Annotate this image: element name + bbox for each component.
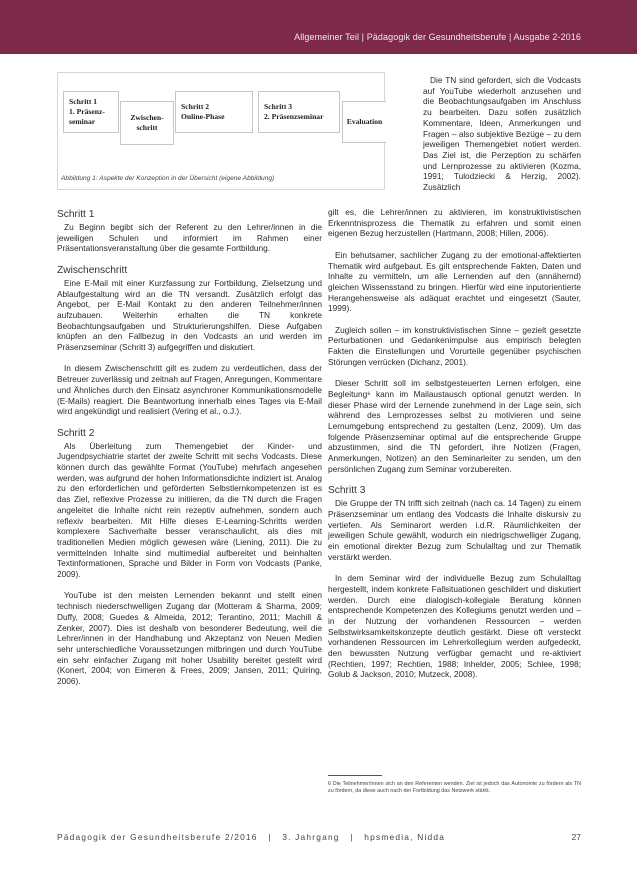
figure-box-text: Evaluation xyxy=(346,117,383,127)
footer-volume: 3. Jahrgang xyxy=(282,832,340,842)
paragraph: YouTube ist den meisten Lernenden bekannt und stellt einen technisch niederschwelligen Zugang dar (Motteram & Sharma, 2009; Duffy, 2008; Guedes & Almeida, 2012; Terantino, 2011; Machill & Zenker, 2007). Dies ist deshalb von besonderer Bedeutung, weil die Lehrer/innen in der Handhabung und Akzeptanz von Neuen Medien sehr unterschiedliche Voraussetzungen mitbringen und durch YouTube ein sehr einfacher Zugang mit hoher Usability bereitet gestellt wird (Konert, 2004; von Eimeren & Frees, 2009; Jansen, 2011; Quiring, 2006). xyxy=(57,590,322,687)
figure-box-text: Online-Phase xyxy=(181,112,225,121)
figure-box-text: seminar xyxy=(69,116,96,126)
page-footer xyxy=(57,832,581,842)
figure-box-text: Schritt 2 xyxy=(181,102,210,112)
section-heading-schritt2: Schritt 2 xyxy=(57,427,95,439)
header-banner xyxy=(0,0,637,54)
right-column xyxy=(328,207,581,691)
figure-box-schritt2 xyxy=(175,91,253,133)
figure-box-text: Zwischen- xyxy=(130,113,164,123)
footer-publisher: hpsmedia, Nidda xyxy=(364,832,446,842)
figure-box-text: 1. Präsenz- xyxy=(69,107,105,117)
section-heading-schritt3: Schritt 3 xyxy=(328,485,366,497)
figure-box-zwischenschritt xyxy=(120,101,174,145)
page-number: 27 xyxy=(571,832,581,842)
figure-box-text: 2. Präsenzseminar xyxy=(264,112,324,121)
figure-box-schritt1 xyxy=(63,91,119,133)
paragraph: Eine E-Mail mit einer Kurzfassung zur Fortbildung, Zielsetzung und Ablaufgestaltung wird an die TN versandt. Zusätzlich erfolgt das Angebot, per E-Mail Kontakt zu den anderen Teilnehmer/innen aufzubauen. Weiterhin erhalten die TN konkrete Beobachtungsaufgaben und Strukturierungshilfen. Diese Aufgaben knüpfen an den Fallbezug in den Vodcasts an und werden im Präsenzseminar (Schritt 3) aufgegriffen und diskutiert. xyxy=(57,277,322,353)
paragraph: Zugleich sollen – im konstruktivistischen Sinne – gezielt gesetzte Perturbationen und Gedankenimpulse aus empirisch belegten Fakten die Einstellungen und Vorurteile gegenüber psychischen Störungen verrücken (Dichanz, 2001). xyxy=(328,324,581,367)
footnote: 6 Die Teilnehmer/innen sich an den Referenten wenden. Ziel ist jedoch das Autonomie zu fördern als TN zu fördern, da diese auch nach der Fortbildung das Netzwerk stärkt. xyxy=(328,781,581,795)
paragraph: In diesem Zwischenschritt gilt es zudem zu verdeutlichen, dass der Betreuer zuverlässig und zeitnah auf Fragen, Anregungen, Kommentare und Ähnliches durch den Einsatz asynchroner Kommunikationsmodelle (E-Mails) reagiert. Die Beantwortung innerhalb eines Tages via E-Mail wird angekündigt und realisiert (Vering et al., o.J.). xyxy=(57,363,322,417)
footer-separator: | xyxy=(350,832,354,842)
footer-separator: | xyxy=(268,832,272,842)
paragraph: Ein behutsamer, sachlicher Zugang zu der emotional-affektierten Thematik wird aufgebaut. Es gilt entsprechende Fakten, Daten und Inhalte zu vermitteln, um alle Lernenden auf den (annähernd) gleichen Wissensstand zu bringen. Hierfür wird eine inputorientierte Herangehensweise als adäquat erachtet und eingesetzt (Sauter, 1999). xyxy=(328,249,581,314)
footer-journal: Pädagogik der Gesundheitsberufe 2/2016 xyxy=(57,832,258,842)
right-intro-paragraph xyxy=(423,75,581,193)
figure-box-text: Schritt 1 xyxy=(69,97,98,107)
left-column xyxy=(57,209,322,697)
figure-box-text: schritt xyxy=(136,123,158,132)
figure-box-text: Schritt 3 xyxy=(264,102,293,112)
paragraph: In dem Seminar wird der individuelle Bezug zum Schulalltag hergestellt, indem konkrete Fallsituationen geschildert und diskutiert werden. Durch eine dialogisch-kollegiale Beratung können entsprechende Kompetenzen des Kollegiums genutzt werden und – in der Nutzung der vorhandenen Ressourcen – werden Selbstwirksamkeitskonzepte deutlich gestärkt. Diese oft versteckt vorhandenen Ressourcen im Lehrerkollegium werden aufgedeckt, den bewussten Nutzung verfügbar gemacht und re-aktiviert (Rechtien, 1997; Rechtien, 1988; Inhelder, 2005; Schlee, 1998; Golub & Jackson, 2010; Mutzeck, 2008). xyxy=(328,573,581,680)
paragraph: Als Überleitung zum Themengebiet der Kinder- und Jugendpsychiatrie startet der zweite Schritt mit sechs Vodcasts. Diese können durch das gewählte Format (YouTube) mehrfach angesehen werden, was aufgrund der hohen Informationsdichte indiziert ist. Analog zu den erforderlichen und geförderten Selbstlernkompetenzen ist es das Ziel, reflexive Prozesse zu initiieren, da die TN durch die Fragen angeleitet die Inhalte nicht rein rezeptiv aufnehmen, sondern auch reflexiv bearbeiten. Mit Hilfe dieses E-Learning-Schritts werden komplexere Sachverhalte besser veranschaulicht, als dies mit traditionellen Medien möglich gewesen wäre (Liening, 2011). Die zu vermittelnden Inhalte sind multimedial aufbereitet und beinhalten Textinformationen, Sprache und Bilder in Form von Vodcasts (Panke, 2009). xyxy=(57,440,322,580)
figure-caption: Abbildung 1: Aspekte der Konzeption in der Übersicht (eigene Abbildung) xyxy=(61,175,275,182)
section-heading-schritt1: Schritt 1 xyxy=(57,209,95,220)
figure-box-evaluation xyxy=(342,101,386,143)
concept-figure xyxy=(57,72,385,190)
paragraph: Dieser Schritt soll im selbstgesteuerten Lernen erfolgen, eine Begleitung⁶ kann im Mailaustausch optional genutzt werden. In dieser Phase wird der Lernende zunehmend in der Lage sein, sich während des Lernprozesses selbst zu motivieren und seine Lernumgebung entsprechend zu gestalten (Lenz, 2009). Um das folgende Präsenzseminar optimal auf die entsprechende Gruppe abzustimmen, sind die TN gefordert, ihre Notizen (Fragen, Anmerkungen, Notizen) an den Seminarleiter zu senden, um den persönlichen Zugang zum Seminar vorzubereiten. xyxy=(328,378,581,474)
section-heading-zwischenschritt: Zwischenschritt xyxy=(57,264,128,276)
running-title: Allgemeiner Teil | Pädagogik der Gesundheitsberufe | Ausgabe 2-2016 xyxy=(294,32,581,42)
figure-box-schritt3 xyxy=(258,91,340,133)
paragraph: Die Gruppe der TN trifft sich zeitnah (nach ca. 14 Tagen) zu einem Präsenzseminar um entlang des Vodcasts die Inhalte diskursiv zu vertiefen. Als Seminarort werden i.d.R. Räumlichkeiten der jeweiligen Schule gewählt, wodurch ein niedrigschwelliger Zugang, ein emotional direkter Bezug zum Schulalltag und zur Thematik verstärkt werden. xyxy=(328,498,581,562)
paragraph: Zu Beginn begibt sich der Referent zu den Lehrer/innen in die jeweiligen Schulen und informiert im Rahmen einer Präsentationsveranstaltung über die gesamte Fortbildung. xyxy=(57,222,322,254)
paragraph: gilt es, die Lehrer/innen zu aktivieren, im konstruktivistischen Erkenntnisprozess die Thematik zu erfahren und somit einen eigenen Bezug herzustellen (Hartmann, 2008; Hillen, 2006). xyxy=(328,207,581,239)
footnote-rule xyxy=(328,775,382,776)
paragraph-text: Die TN sind gefordert, sich die Vodcasts auf YouTube wiederholt anzusehen und die Beobachtungsaufgaben im Anschluss zu bearbeiten. Dazu sollen zusätzlich Kommentare, Ideen, Anmerkungen und Fragen – also subjektive Bezüge – zu dem jeweiligen Themengebiet notiert werden. Das Ziel ist, die Perzeption zu schärfen und Lernprozesse zu aktivieren (Kozma, 1991; Tulodziecki & Herzig, 2002). Zusätzlich xyxy=(423,75,581,193)
